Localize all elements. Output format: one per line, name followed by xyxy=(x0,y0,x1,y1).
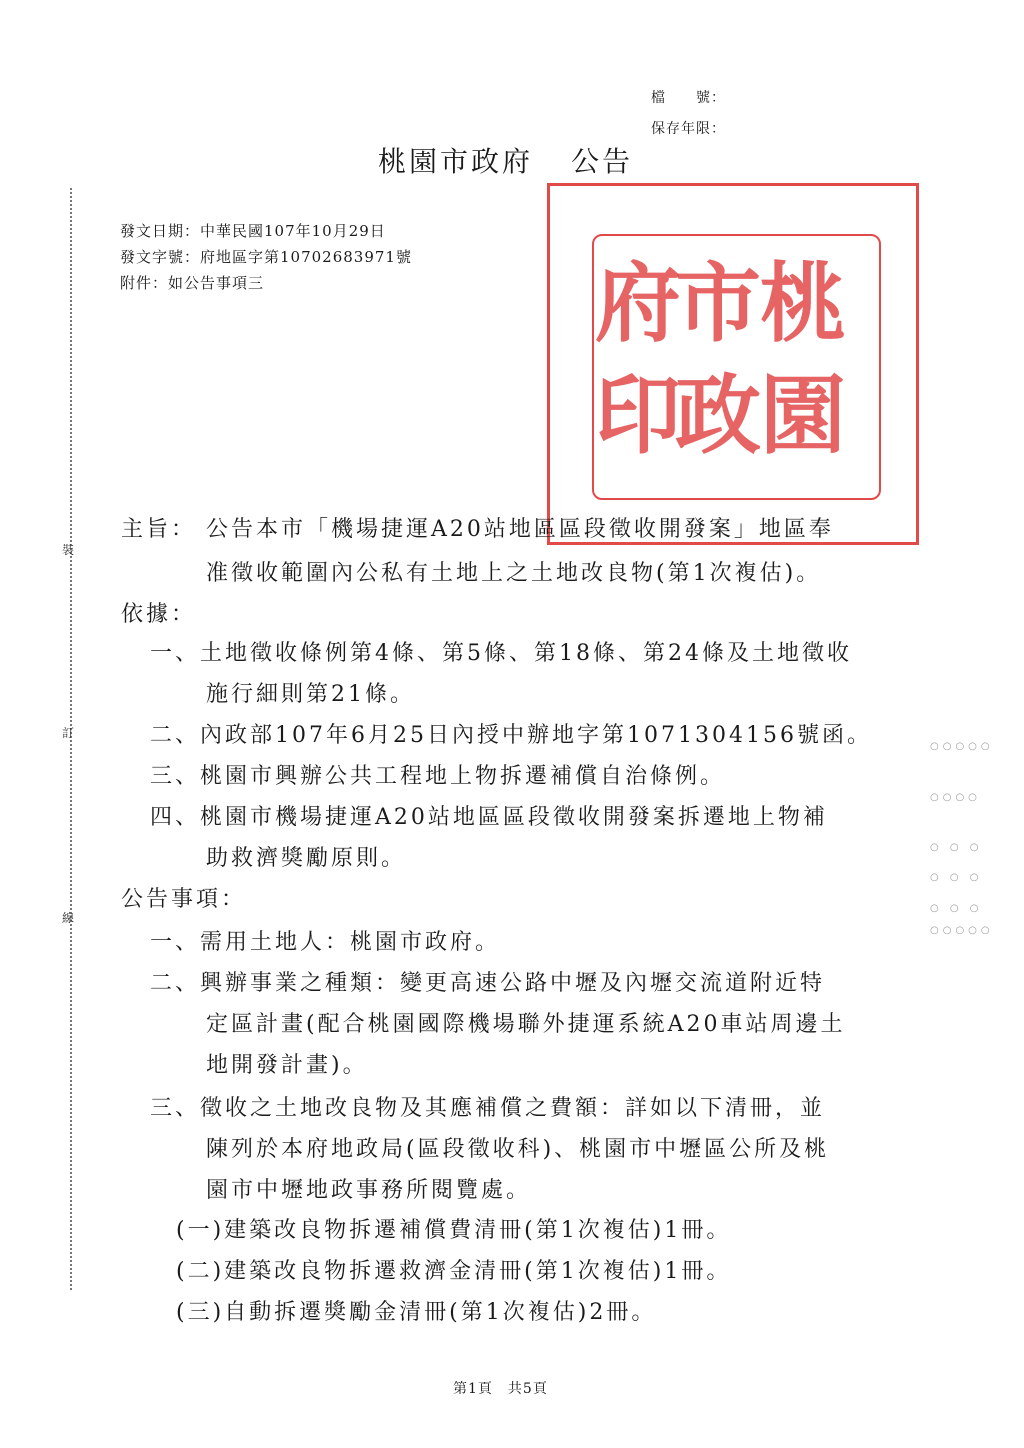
official-seal xyxy=(547,183,919,545)
issuer-name: 桃園市政府 xyxy=(378,145,534,178)
attachment-note: 附件：如公告事項三 xyxy=(120,274,265,292)
binding-mark-ding: 訂 xyxy=(62,726,75,740)
scan-dots-5: ○ ○ ○ xyxy=(930,903,983,914)
basis-item-1-line-1: 一、土地徵收條例第4條、第5條、第18條、第24條及土地徵收 xyxy=(150,641,852,666)
scan-dots-6: ○○○○○ xyxy=(930,925,994,936)
seal-glyph-5: 政 xyxy=(675,366,761,466)
retention-period-label: 保存年限： xyxy=(651,121,726,137)
seal-glyph-1: 桃 xyxy=(760,254,846,354)
subject-line-1: 公告本市「機場捷運A20站地區區段徵收開發案」地區奉 xyxy=(206,517,834,542)
notice-sub-item-1: (一)建築改良物拆遷補償費清冊(第1次複估)1冊。 xyxy=(176,1218,732,1243)
document-title xyxy=(378,140,633,180)
basis-item-2: 二、內政部107年6月25日內授中辦地字第1071304156號函。 xyxy=(150,723,872,748)
basis-item-3: 三、桃園市興辦公共工程地上物拆遷補償自治條例。 xyxy=(150,764,726,789)
scan-dots-1: ○○○○○ xyxy=(930,741,994,752)
binding-mark-zhuang: 裝 xyxy=(62,543,75,557)
seal-glyph-3: 府 xyxy=(595,254,681,354)
scan-dots-4: ○ ○ ○ xyxy=(930,872,983,883)
seal-glyph-6: 印 xyxy=(595,366,681,466)
seal-glyph-4: 園 xyxy=(760,366,846,466)
document-type: 公告 xyxy=(571,145,634,178)
notice-sub-item-3: (三)自動拆遷獎勵金清冊(第1次複估)2冊。 xyxy=(176,1300,657,1325)
notice-item-2-line-1: 二、興辦事業之種類：變更高速公路中壢及內壢交流道附近特 xyxy=(150,971,826,996)
basis-item-4-line-2: 助救濟獎勵原則。 xyxy=(206,846,407,871)
basis-item-1-line-2: 施行細則第21條。 xyxy=(206,682,415,707)
notice-item-1: 一、需用土地人：桃園市政府。 xyxy=(150,930,501,955)
notice-item-3-line-3: 園市中壢地政事務所閱覽處。 xyxy=(206,1178,532,1203)
notice-label: 公告事項： xyxy=(121,887,247,912)
page-number: 第1頁 共5頁 xyxy=(453,1381,548,1397)
scan-dots-2: ○○○○ xyxy=(930,792,981,803)
binding-mark-xian: 線 xyxy=(62,911,75,925)
file-number-label: 檔 號： xyxy=(651,90,726,106)
subject-line-2: 准徵收範圍內公私有土地上之土地改良物(第1次複估)。 xyxy=(206,561,822,586)
basis-item-4-line-1: 四、桃園市機場捷運A20站地區區段徵收開發案拆遷地上物補 xyxy=(150,805,828,830)
seal-glyph-2: 市 xyxy=(675,254,761,354)
notice-item-2-line-3: 地開發計畫)。 xyxy=(206,1053,368,1078)
issue-date: 發文日期：中華民國107年10月29日 xyxy=(120,222,386,240)
basis-label: 依據： xyxy=(121,602,197,627)
reference-number: 發文字號：府地區字第10702683971號 xyxy=(120,248,412,266)
notice-sub-item-2: (二)建築改良物拆遷救濟金清冊(第1次複估)1冊。 xyxy=(176,1259,732,1284)
subject-label: 主旨： xyxy=(121,517,197,542)
notice-item-2-line-2: 定區計畫(配合桃園國際機場聯外捷運系統A20車站周邊土 xyxy=(206,1012,846,1037)
notice-item-3-line-1: 三、徵收之土地改良物及其應補償之費額：詳如以下清冊，並 xyxy=(150,1096,826,1121)
scan-dots-3: ○ ○ ○ xyxy=(930,842,983,853)
notice-item-3-line-2: 陳列於本府地政局(區段徵收科)、桃園市中壢區公所及桃 xyxy=(206,1137,830,1162)
